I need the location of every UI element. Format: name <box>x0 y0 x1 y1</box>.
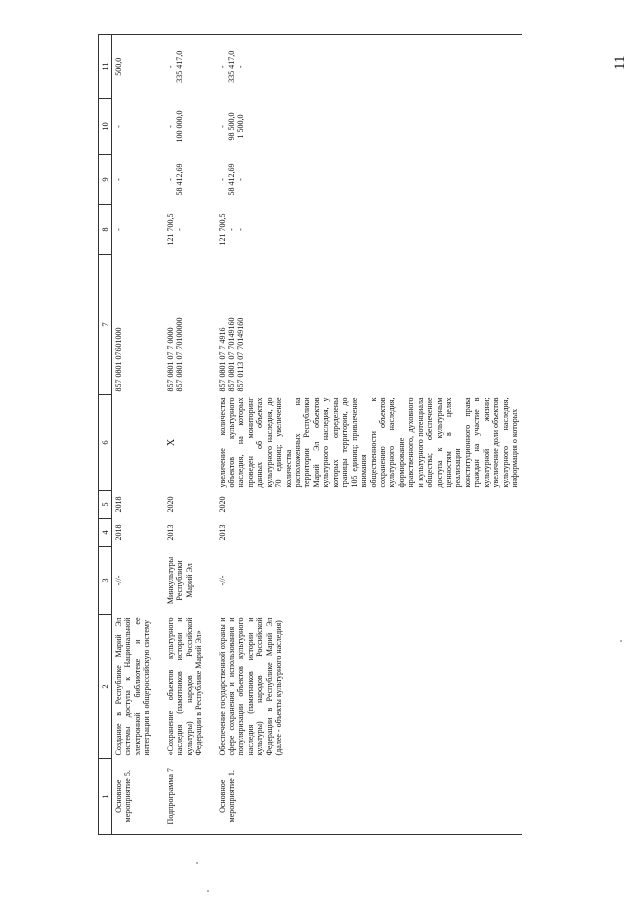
amount-line: - <box>236 228 246 231</box>
row-col-11 <box>112 35 154 99</box>
amount-line: - <box>165 178 175 181</box>
row-col-10 <box>112 99 154 155</box>
row-start-year: 2018 <box>114 524 124 541</box>
amount-line: 121 700,5 <box>217 213 227 246</box>
amount-line: 121 700,5 <box>165 213 175 246</box>
amount-line: - <box>114 178 124 181</box>
row-result <box>112 395 154 491</box>
row-description: Создание в Республике Марий Эл системы доступа к Национальной электронной библиотеке и ее интеграции в общероссийскую систему <box>114 617 152 756</box>
row-start-year: 2013 <box>165 524 175 541</box>
row-col-9 <box>154 155 206 205</box>
header-col-1: 1 <box>99 759 112 835</box>
amount-line: 58 412,69 <box>226 163 236 196</box>
row-end-year: 2020 <box>217 496 227 513</box>
header-col-6: 6 <box>99 395 112 491</box>
amount-line: 500,0 <box>114 57 124 76</box>
amount-line: 335 417,0 <box>175 50 185 83</box>
row-col-8 <box>154 205 206 255</box>
row-end-year: 2018 <box>114 496 124 513</box>
amount-line: 335 417,0 <box>226 50 236 83</box>
row-col-11 <box>154 35 206 99</box>
row-result: X <box>165 438 177 447</box>
row-description: Обеспечение государственной охраны и сфере сохранения и использования и популяризации объектов культурного наследия (памятников истории и культуры) народов Российской Федерации в Республике Марий Эл (далее - объекты культурного наследия) <box>217 617 284 756</box>
amount-line: - <box>175 228 185 231</box>
row-col-10 <box>154 99 206 155</box>
budget-code-line: 857 0801 07 70149160 <box>226 317 236 392</box>
scan-speck <box>620 640 622 642</box>
header-col-11: 11 <box>99 35 112 99</box>
row-name: Основное мероприятие 1. <box>206 759 522 835</box>
header-col-3: 3 <box>99 547 112 615</box>
amount-line: 98 500,0 <box>226 112 236 141</box>
row-col-9 <box>112 155 154 205</box>
row-budget-code <box>112 255 154 395</box>
row-col-8 <box>206 205 522 255</box>
header-col-10: 10 <box>99 99 112 155</box>
header-col-2: 2 <box>99 615 112 759</box>
budget-code-line: 857 0801 07 7 4916 <box>217 327 227 392</box>
amount-line: - <box>114 228 124 231</box>
header-col-7: 7 <box>99 255 112 395</box>
row-result: увеличение количества объектов культурного наследия, на которых проведен мониторинг данных об объектах культурного наследия, до 70 единиц; увеличение количества расположенных на территории Республики Марий Эл объектов культурного наследия, у которых определены границы территории, до 105 единиц; привлечение внимания общественности к сохранению объектов культурного наследия, формирование нравственного, духовного и культурного потенциала общества; обеспечение доступа к культурным ценностям в целях реализации конституционного права граждан на участие в культурной жизни; увеличение доли объектов культурного наследия, информация о которых <box>217 397 520 488</box>
row-end-year: 2020 <box>165 496 175 513</box>
header-col-8: 8 <box>99 205 112 255</box>
row-executor: -//- <box>217 575 227 586</box>
row-col-10 <box>206 99 522 155</box>
budget-table <box>98 34 522 835</box>
header-col-4: 4 <box>99 519 112 547</box>
header-col-5: 5 <box>99 491 112 519</box>
row-executor: Минкультуры Республики Марий Эл <box>165 556 194 605</box>
amount-line: - <box>165 125 175 128</box>
row-budget-code <box>206 255 522 395</box>
amount-line: - <box>217 178 227 181</box>
table-row <box>154 35 206 835</box>
budget-code-line: 857 0801 07601000 <box>114 327 124 392</box>
budget-code-line: 857 0113 07 70149160 <box>236 317 246 392</box>
amount-line: - <box>217 125 227 128</box>
budget-code-line: 857 0801 07 7 0000 <box>165 327 175 392</box>
amount-line: 100 000,0 <box>175 110 185 143</box>
amount-line: - <box>114 125 124 128</box>
row-name: Подпрограмма 7 <box>154 759 206 835</box>
scan-speck <box>207 890 209 892</box>
header-col-9: 9 <box>99 155 112 205</box>
row-name: Основное мероприятие 5. <box>112 759 154 835</box>
row-description: «Сохранение объектов культурного наследия (памятников истории и культуры) народов Российской Федерации в Республике Марий Эл» <box>165 617 204 756</box>
table-header <box>99 35 112 835</box>
amount-line: 1 500,0 <box>236 114 246 139</box>
amount-line: - <box>217 65 227 69</box>
amount-line: - <box>236 178 246 181</box>
page-number: 11 <box>612 55 628 70</box>
row-col-9 <box>206 155 522 205</box>
scan-speck <box>196 862 198 864</box>
rotated-page-content <box>98 35 640 835</box>
row-executor: -//- <box>114 575 124 586</box>
row-col-8 <box>112 205 154 255</box>
row-budget-code <box>154 255 206 395</box>
row-col-11 <box>206 35 522 99</box>
row-start-year: 2013 <box>217 524 227 541</box>
budget-code-line: 857 0801 07 70100000 <box>175 317 185 392</box>
amount-line: 58 412,69 <box>175 163 185 196</box>
amount-line: - <box>236 65 246 69</box>
amount-line: - <box>226 228 236 231</box>
amount-line: - <box>165 65 175 69</box>
table-row <box>112 35 154 835</box>
table-row <box>206 35 522 835</box>
